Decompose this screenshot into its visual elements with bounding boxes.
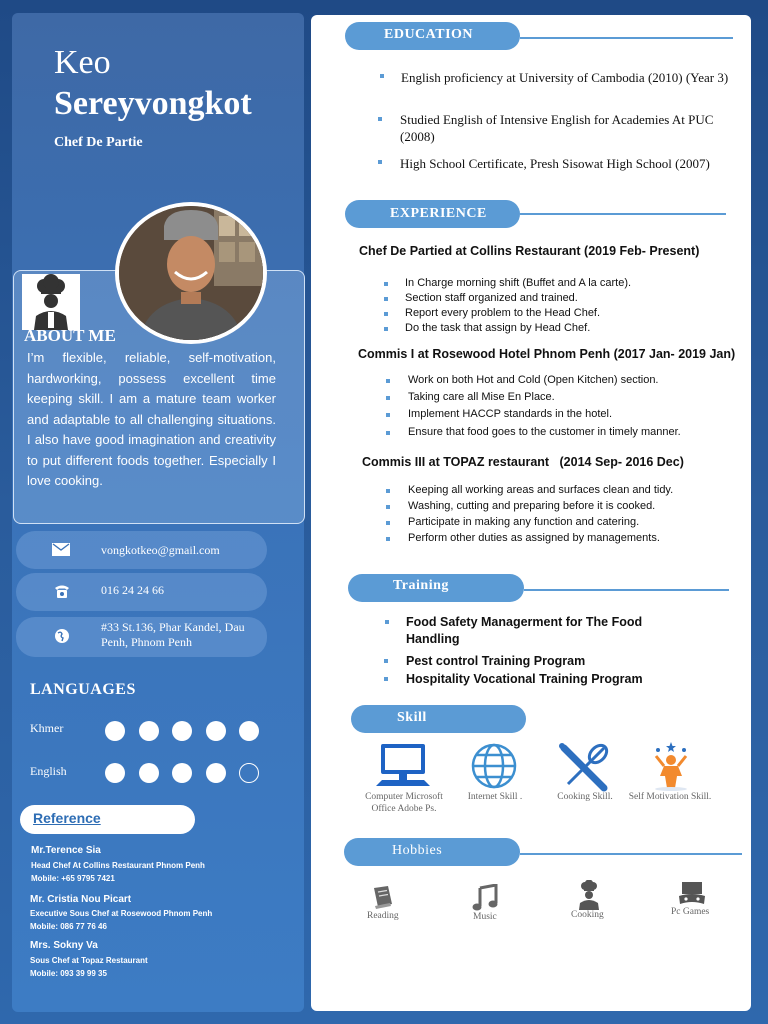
reference-role: Sous Chef at Topaz Restaurant	[30, 956, 148, 965]
bullet	[384, 327, 388, 331]
reference-role: Head Chef At Collins Restaurant Phnom Penh	[31, 861, 205, 870]
job-duty: Participate in making any function and catering.	[408, 516, 640, 528]
reference-role: Executive Sous Chef at Rosewood Phnom Penh	[30, 909, 213, 918]
reference-mobile: Mobile: 093 39 99 35	[30, 969, 107, 978]
bullet	[384, 659, 388, 663]
hobbies-heading: Hobbies	[392, 843, 443, 858]
hobby-label: Pc Games	[671, 907, 710, 917]
hobbies-divider	[520, 853, 742, 855]
bullet	[384, 677, 388, 681]
reference-heading[interactable]: Reference	[33, 810, 101, 826]
bullet	[386, 537, 390, 541]
skill-label: Self Motivation Skill.	[628, 792, 712, 802]
language-level-dot	[139, 721, 159, 741]
training-item: Hospitality Vocational Training Program	[406, 672, 643, 686]
training-item: Pest control Training Program	[406, 654, 586, 668]
bullet	[378, 160, 382, 164]
envelope-icon	[52, 543, 70, 561]
reference-mobile: Mobile: +65 9795 7421	[31, 874, 115, 883]
job-duty: In Charge morning shift (Buffet and A la carte).	[405, 277, 632, 289]
job-duty: Perform other duties as assigned by managements.	[408, 532, 660, 544]
job-duty: Keeping all working areas and surfaces clean and tidy.	[408, 484, 674, 496]
job-duty: Ensure that food goes to the customer in timely manner.	[408, 426, 681, 438]
phone-text[interactable]: 016 24 24 66	[101, 583, 164, 597]
language-level-dot	[172, 721, 192, 741]
education-heading: EDUCATION	[384, 27, 474, 42]
job-duty: Taking care all Mise En Place.	[408, 391, 555, 403]
training-divider	[524, 589, 729, 591]
language-name-english: English	[30, 764, 67, 778]
bullet	[386, 521, 390, 525]
language-level-dot	[239, 721, 259, 741]
hobby-label: Cooking	[571, 910, 604, 920]
last-name: Sereyvongkot	[54, 85, 252, 122]
hobby-label: Music	[473, 912, 497, 922]
experience-heading-pill	[345, 200, 520, 228]
job-duty: Implement HACCP standards in the hotel.	[408, 408, 613, 420]
skill-label: Computer Microsoft Office Adobe Ps.	[365, 792, 443, 814]
language-level-dot	[239, 763, 259, 783]
about-text: I’m flexible, reliable, self-motivation, hardworking, possess excellent time keeping skill. I am a mature team worker and adaptable to all challenging situations. I also have good imagination and creativity to put different foods together. Especially I love cooking.	[27, 350, 276, 488]
language-level-dot	[206, 721, 226, 741]
phone-icon	[54, 583, 70, 604]
education-heading-pill	[345, 22, 520, 50]
language-level-dot	[206, 763, 226, 783]
job-duty: Work on both Hot and Cold (Open Kitchen) section.	[408, 374, 659, 386]
profile-photo	[115, 202, 267, 344]
email-text[interactable]: vongkotkeo@gmail.com	[101, 543, 220, 557]
globe-icon	[470, 742, 518, 795]
language-level-dot	[105, 763, 125, 783]
bullet	[384, 297, 388, 301]
bullet	[384, 282, 388, 286]
skill-label: Internet Skill .	[467, 792, 523, 802]
training-heading: Training	[393, 578, 449, 593]
languages-heading: LANGUAGES	[30, 681, 136, 698]
hobby-label: Reading	[367, 911, 399, 921]
bullet	[384, 312, 388, 316]
bullet	[386, 379, 390, 383]
bullet	[380, 74, 384, 78]
training-heading-pill	[348, 574, 524, 602]
computer-icon	[376, 742, 430, 795]
bullet	[386, 489, 390, 493]
education-item: High School Certificate, Presh Sisowat High School (2007)	[400, 156, 710, 171]
education-item: Studied English of Intensive English for Academies At PUC (2008)	[400, 112, 714, 144]
job-heading: Commis I at Rosewood Hotel Phnom Penh (2017 Jan- 2019 Jan)	[358, 347, 736, 361]
job-duty: Do the task that assign by Head Chef.	[405, 322, 591, 334]
bullet	[386, 505, 390, 509]
bullet	[386, 413, 390, 417]
job-heading: Chef De Partied at Collins Restaurant (2019 Feb- Present)	[359, 244, 700, 258]
reference-name: Mrs. Sokny Va	[30, 940, 98, 951]
job-duty: Section staff organized and trained.	[405, 292, 578, 304]
chef-icon	[22, 274, 80, 330]
location-globe-icon	[54, 628, 70, 649]
bullet	[378, 117, 382, 121]
job-title: Chef De Partie	[54, 135, 143, 150]
job-duty: Washing, cutting and preparing before it is cooked.	[408, 500, 656, 512]
job-duty: Report every problem to the Head Chef.	[405, 307, 601, 319]
experience-heading: EXPERIENCE	[390, 206, 487, 221]
skill-heading-pill	[351, 705, 526, 733]
self-motivation-icon	[644, 740, 698, 797]
address-text: #33 St.136, Phar Kandel, Dau Penh, Phnom Penh	[101, 620, 245, 649]
skill-label: Cooking Skill.	[557, 792, 613, 802]
reference-name: Mr.Terence Sia	[31, 845, 101, 856]
job-heading: Commis III at TOPAZ restaurant (2014 Sep- 2016 Dec)	[362, 455, 684, 469]
language-name-khmer: Khmer	[30, 721, 64, 735]
education-item: English proficiency at University of Cambodia (2010) (Year 3)	[401, 70, 729, 85]
training-item: Food Safety Managerment for The Food Handling	[406, 615, 643, 646]
language-level-dot	[139, 763, 159, 783]
language-level-dot	[172, 763, 192, 783]
bullet	[385, 620, 389, 624]
skill-heading: Skill	[397, 710, 427, 725]
education-divider	[520, 37, 733, 39]
about-heading: ABOUT ME	[24, 326, 116, 345]
first-name: Keo	[54, 44, 111, 81]
bullet	[386, 396, 390, 400]
reference-mobile: Mobile: 086 77 76 46	[30, 922, 107, 931]
language-level-dot	[105, 721, 125, 741]
reference-name: Mr. Cristia Nou Picart	[30, 894, 132, 905]
bullet	[386, 431, 390, 435]
cooking-utensils-icon	[558, 742, 610, 797]
hobbies-heading-pill	[344, 838, 520, 866]
experience-divider	[520, 213, 726, 215]
